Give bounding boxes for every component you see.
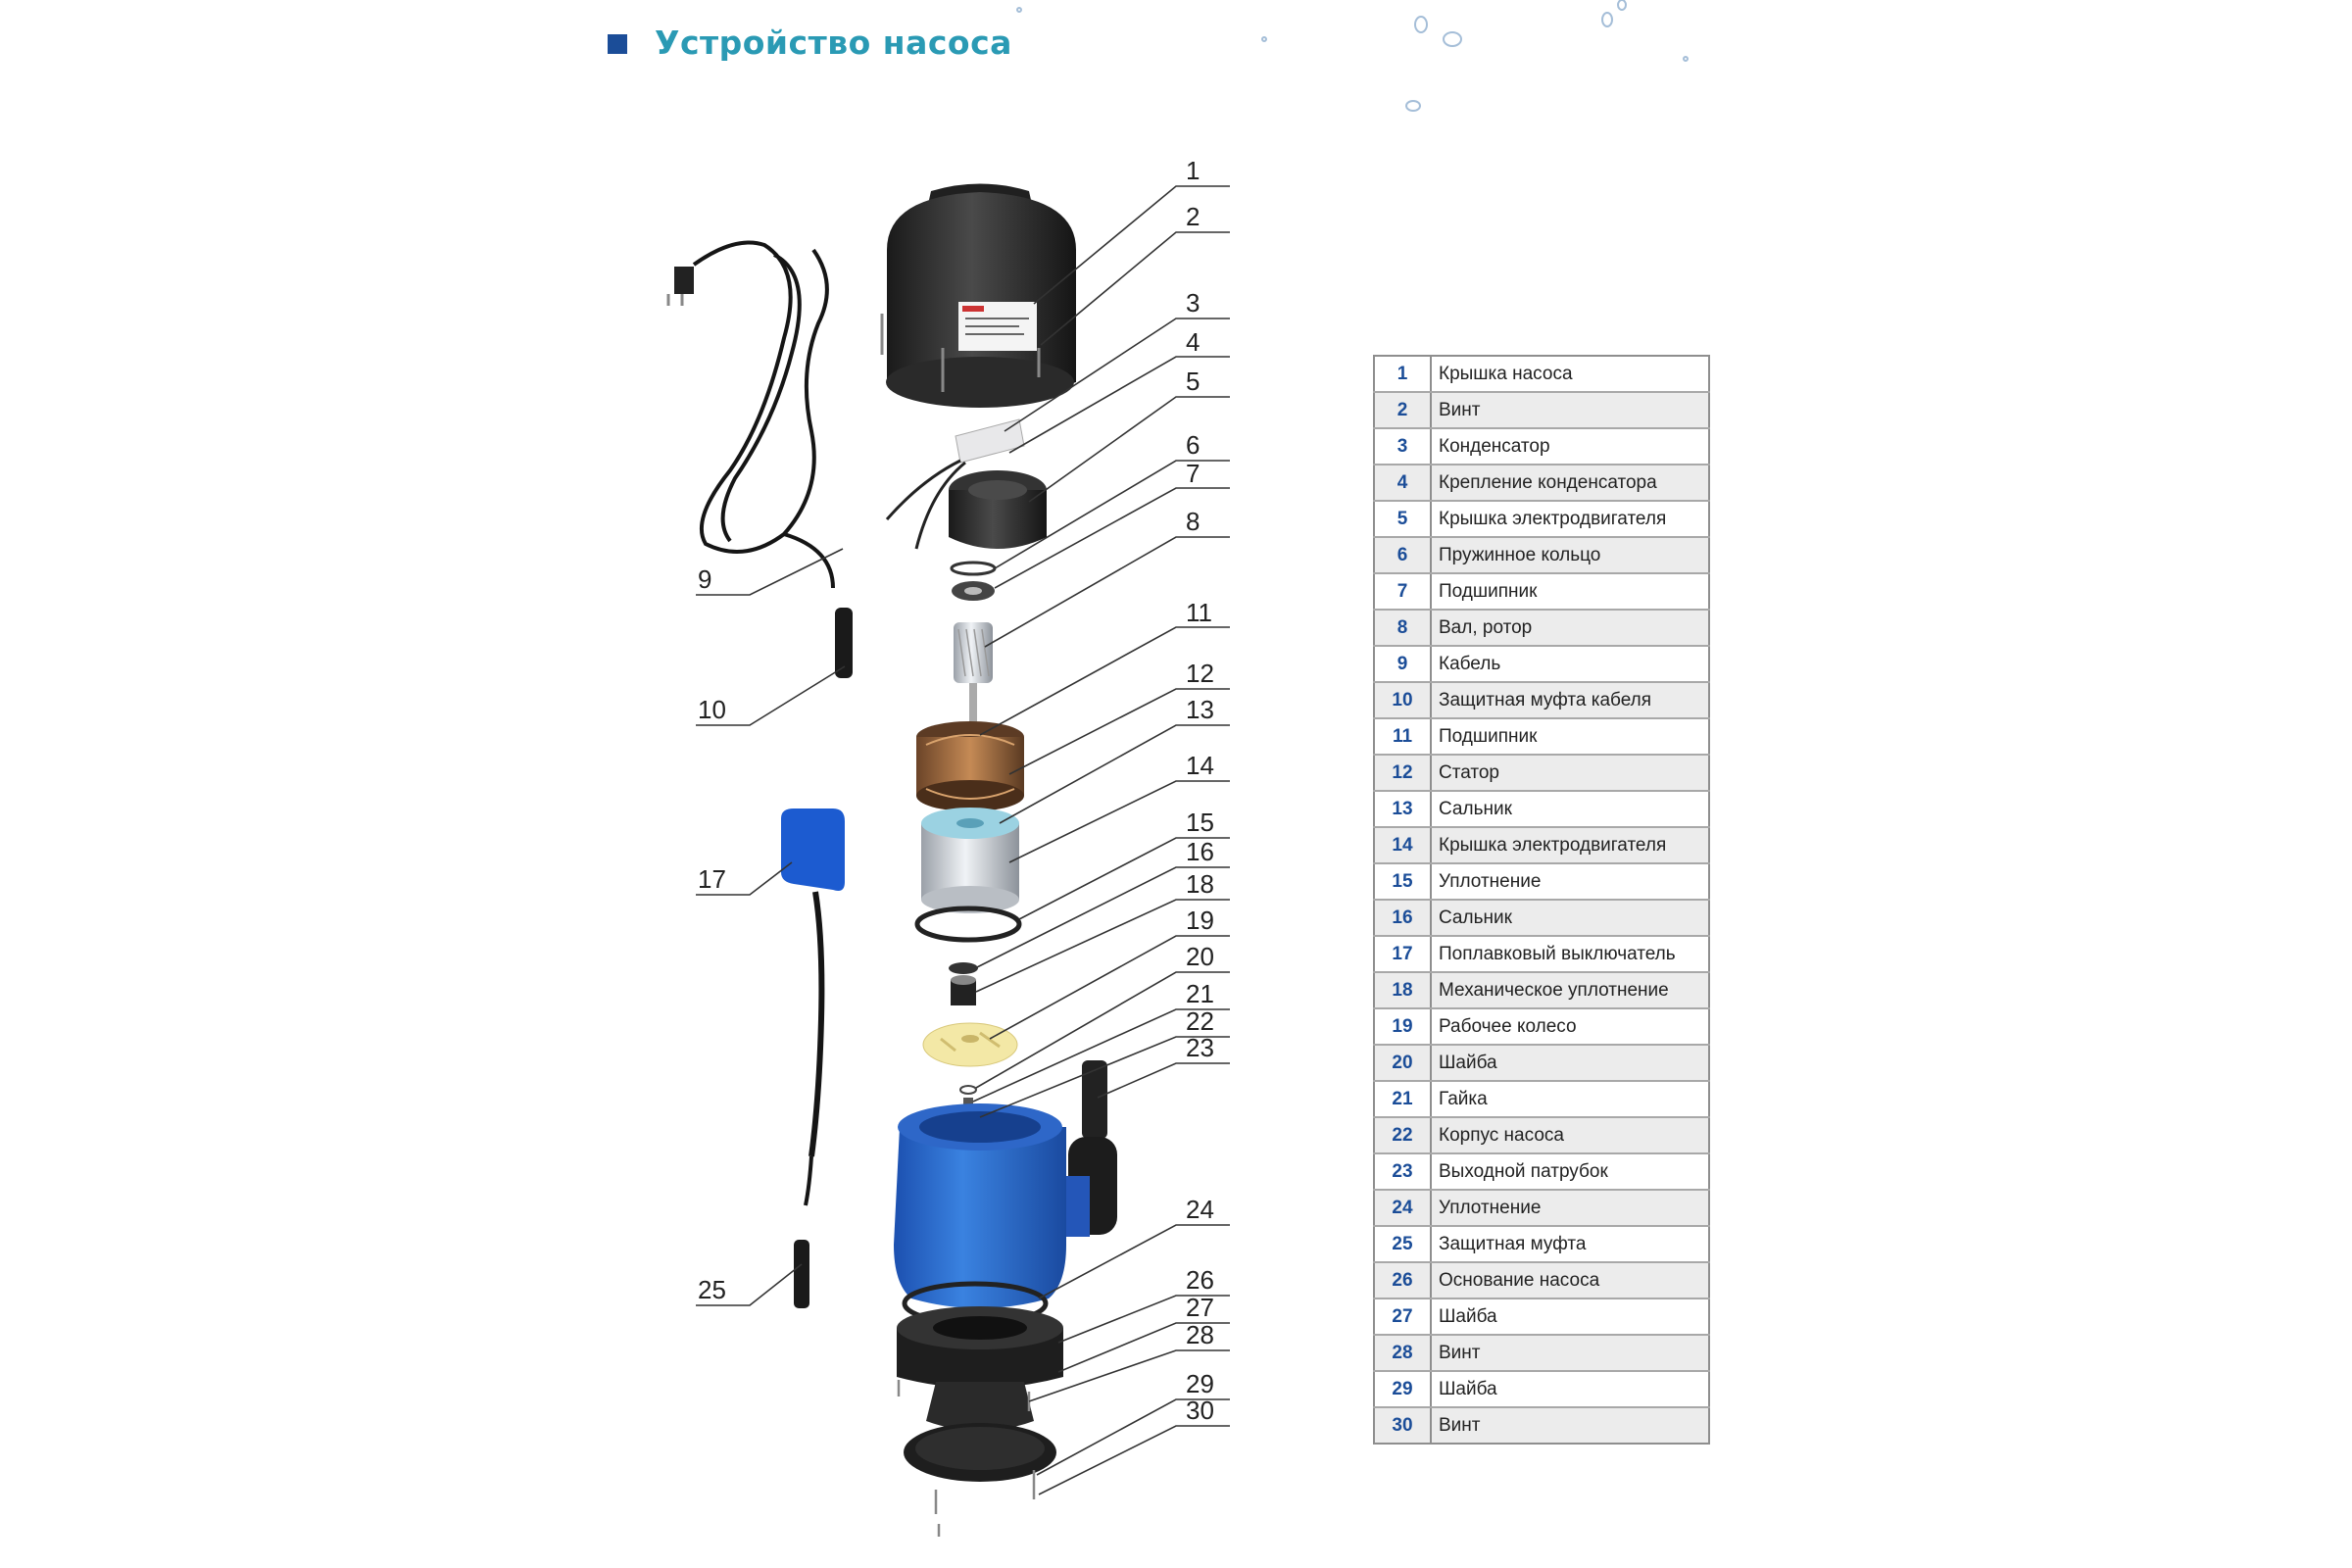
legend-row xyxy=(1374,718,1709,755)
callout-25: 25 xyxy=(698,1275,726,1304)
legend-number: 24 xyxy=(1374,1190,1431,1226)
callout-23: 23 xyxy=(1186,1033,1214,1062)
legend-number: 9 xyxy=(1374,646,1431,682)
callout-9: 9 xyxy=(698,564,712,594)
legend-part-name: Винт xyxy=(1431,1407,1709,1444)
legend-part-name: Крепление конденсатора xyxy=(1431,465,1709,501)
callout-8: 8 xyxy=(1186,507,1200,536)
legend-row xyxy=(1374,610,1709,646)
legend-part-name: Статор xyxy=(1431,755,1709,791)
legend-number: 12 xyxy=(1374,755,1431,791)
callout-24: 24 xyxy=(1186,1195,1214,1224)
callout-28: 28 xyxy=(1186,1320,1214,1349)
part-spring-ring-and-bearing xyxy=(952,563,995,601)
legend-row xyxy=(1374,827,1709,863)
part-rotor-shaft xyxy=(954,622,993,732)
legend-row xyxy=(1374,1153,1709,1190)
legend-row xyxy=(1374,1008,1709,1045)
legend-part-name: Подшипник xyxy=(1431,718,1709,755)
callout-10: 10 xyxy=(698,695,726,724)
callout-27: 27 xyxy=(1186,1293,1214,1322)
part-stator xyxy=(916,721,1024,811)
callout-21: 21 xyxy=(1186,979,1214,1008)
legend-part-name: Крышка электродвигателя xyxy=(1431,827,1709,863)
callout-30: 30 xyxy=(1186,1396,1214,1425)
legend-row xyxy=(1374,1371,1709,1407)
legend-number: 10 xyxy=(1374,682,1431,718)
legend-row xyxy=(1374,1335,1709,1371)
legend-number: 8 xyxy=(1374,610,1431,646)
callout-12: 12 xyxy=(1186,659,1214,688)
legend-number: 19 xyxy=(1374,1008,1431,1045)
legend-part-name: Механическое уплотнение xyxy=(1431,972,1709,1008)
legend-part-name: Уплотнение xyxy=(1431,1190,1709,1226)
legend-row xyxy=(1374,1081,1709,1117)
legend-part-name: Конденсатор xyxy=(1431,428,1709,465)
legend-number: 22 xyxy=(1374,1117,1431,1153)
callout-1: 1 xyxy=(1186,156,1200,185)
legend-part-name: Поплавковый выключатель xyxy=(1431,936,1709,972)
callout-26: 26 xyxy=(1186,1265,1214,1295)
callout-13: 13 xyxy=(1186,695,1214,724)
part-impeller xyxy=(923,1023,1017,1066)
legend-number: 17 xyxy=(1374,936,1431,972)
callout-20: 20 xyxy=(1186,942,1214,971)
legend-number: 2 xyxy=(1374,392,1431,428)
legend-row xyxy=(1374,501,1709,537)
legend-number: 18 xyxy=(1374,972,1431,1008)
callout-7: 7 xyxy=(1186,459,1200,488)
part-seals xyxy=(949,962,978,1005)
legend-number: 15 xyxy=(1374,863,1431,900)
legend-body xyxy=(1374,356,1709,1444)
page-title: Устройство насоса xyxy=(655,24,1012,62)
callout-15: 15 xyxy=(1186,808,1214,837)
part-motor-housing xyxy=(921,808,1019,913)
callout-22: 22 xyxy=(1186,1006,1214,1036)
callout-16: 16 xyxy=(1186,837,1214,866)
legend-number: 28 xyxy=(1374,1335,1431,1371)
legend-number: 1 xyxy=(1374,356,1431,392)
legend-row xyxy=(1374,936,1709,972)
legend-number: 11 xyxy=(1374,718,1431,755)
legend-number: 4 xyxy=(1374,465,1431,501)
legend-row xyxy=(1374,1190,1709,1226)
legend-number: 20 xyxy=(1374,1045,1431,1081)
legend-part-name: Крышка насоса xyxy=(1431,356,1709,392)
legend-number: 27 xyxy=(1374,1298,1431,1335)
legend-row xyxy=(1374,1298,1709,1335)
legend-number: 16 xyxy=(1374,900,1431,936)
legend-part-name: Кабель xyxy=(1431,646,1709,682)
legend-number: 25 xyxy=(1374,1226,1431,1262)
part-pump-body xyxy=(894,1060,1117,1308)
legend-part-name: Защитная муфта xyxy=(1431,1226,1709,1262)
callout-5: 5 xyxy=(1186,367,1200,396)
legend-row xyxy=(1374,573,1709,610)
legend-part-name: Пружинное кольцо xyxy=(1431,537,1709,573)
legend-number: 30 xyxy=(1374,1407,1431,1444)
legend-row xyxy=(1374,755,1709,791)
callout-14: 14 xyxy=(1186,751,1214,780)
legend-part-name: Корпус насоса xyxy=(1431,1117,1709,1153)
callout-11: 11 xyxy=(1186,598,1212,627)
legend-row xyxy=(1374,900,1709,936)
part-protective-sleeve-25 xyxy=(794,1240,809,1308)
legend-number: 6 xyxy=(1374,537,1431,573)
legend-number: 13 xyxy=(1374,791,1431,827)
legend-number: 7 xyxy=(1374,573,1431,610)
part-cable xyxy=(668,243,833,589)
legend-row xyxy=(1374,863,1709,900)
callout-18: 18 xyxy=(1186,869,1214,899)
callout-2: 2 xyxy=(1186,202,1200,231)
part-pump-base xyxy=(897,1306,1063,1482)
legend-row xyxy=(1374,682,1709,718)
legend-row xyxy=(1374,356,1709,392)
callout-29: 29 xyxy=(1186,1369,1214,1398)
legend-part-name: Шайба xyxy=(1431,1298,1709,1335)
callout-17: 17 xyxy=(698,864,726,894)
legend-row xyxy=(1374,1262,1709,1298)
legend-number: 29 xyxy=(1374,1371,1431,1407)
legend-part-name: Рабочее колесо xyxy=(1431,1008,1709,1045)
legend-part-name: Гайка xyxy=(1431,1081,1709,1117)
legend-part-name: Подшипник xyxy=(1431,573,1709,610)
water-drops xyxy=(1017,0,1688,111)
legend-row xyxy=(1374,465,1709,501)
legend-number: 23 xyxy=(1374,1153,1431,1190)
part-motor-cover xyxy=(949,470,1047,549)
callout-4: 4 xyxy=(1186,327,1200,357)
legend-number: 3 xyxy=(1374,428,1431,465)
callout-6: 6 xyxy=(1186,430,1200,460)
part-washer-nut xyxy=(960,1086,976,1106)
legend-number: 21 xyxy=(1374,1081,1431,1117)
legend-part-name: Уплотнение xyxy=(1431,863,1709,900)
legend-part-name: Винт xyxy=(1431,392,1709,428)
parts-legend-table xyxy=(1373,355,1710,1445)
callout-19: 19 xyxy=(1186,906,1214,935)
legend-part-name: Выходной патрубок xyxy=(1431,1153,1709,1190)
legend-part-name: Шайба xyxy=(1431,1371,1709,1407)
legend-part-name: Основание насоса xyxy=(1431,1262,1709,1298)
legend-row xyxy=(1374,972,1709,1008)
legend-row xyxy=(1374,1407,1709,1444)
legend-row xyxy=(1374,646,1709,682)
legend-row xyxy=(1374,428,1709,465)
legend-number: 14 xyxy=(1374,827,1431,863)
legend-part-name: Сальник xyxy=(1431,900,1709,936)
legend-row xyxy=(1374,1045,1709,1081)
legend-number: 26 xyxy=(1374,1262,1431,1298)
legend-row xyxy=(1374,537,1709,573)
legend-part-name: Вал, ротор xyxy=(1431,610,1709,646)
legend-row xyxy=(1374,791,1709,827)
legend-part-name: Сальник xyxy=(1431,791,1709,827)
legend-part-name: Винт xyxy=(1431,1335,1709,1371)
legend-part-name: Шайба xyxy=(1431,1045,1709,1081)
legend-number: 5 xyxy=(1374,501,1431,537)
legend-part-name: Защитная муфта кабеля xyxy=(1431,682,1709,718)
legend-row xyxy=(1374,1117,1709,1153)
callout-3: 3 xyxy=(1186,288,1200,318)
legend-row xyxy=(1374,1226,1709,1262)
part-pump-cover xyxy=(886,184,1076,409)
part-float-switch xyxy=(781,808,845,1205)
legend-row xyxy=(1374,392,1709,428)
legend-part-name: Крышка электродвигателя xyxy=(1431,501,1709,537)
